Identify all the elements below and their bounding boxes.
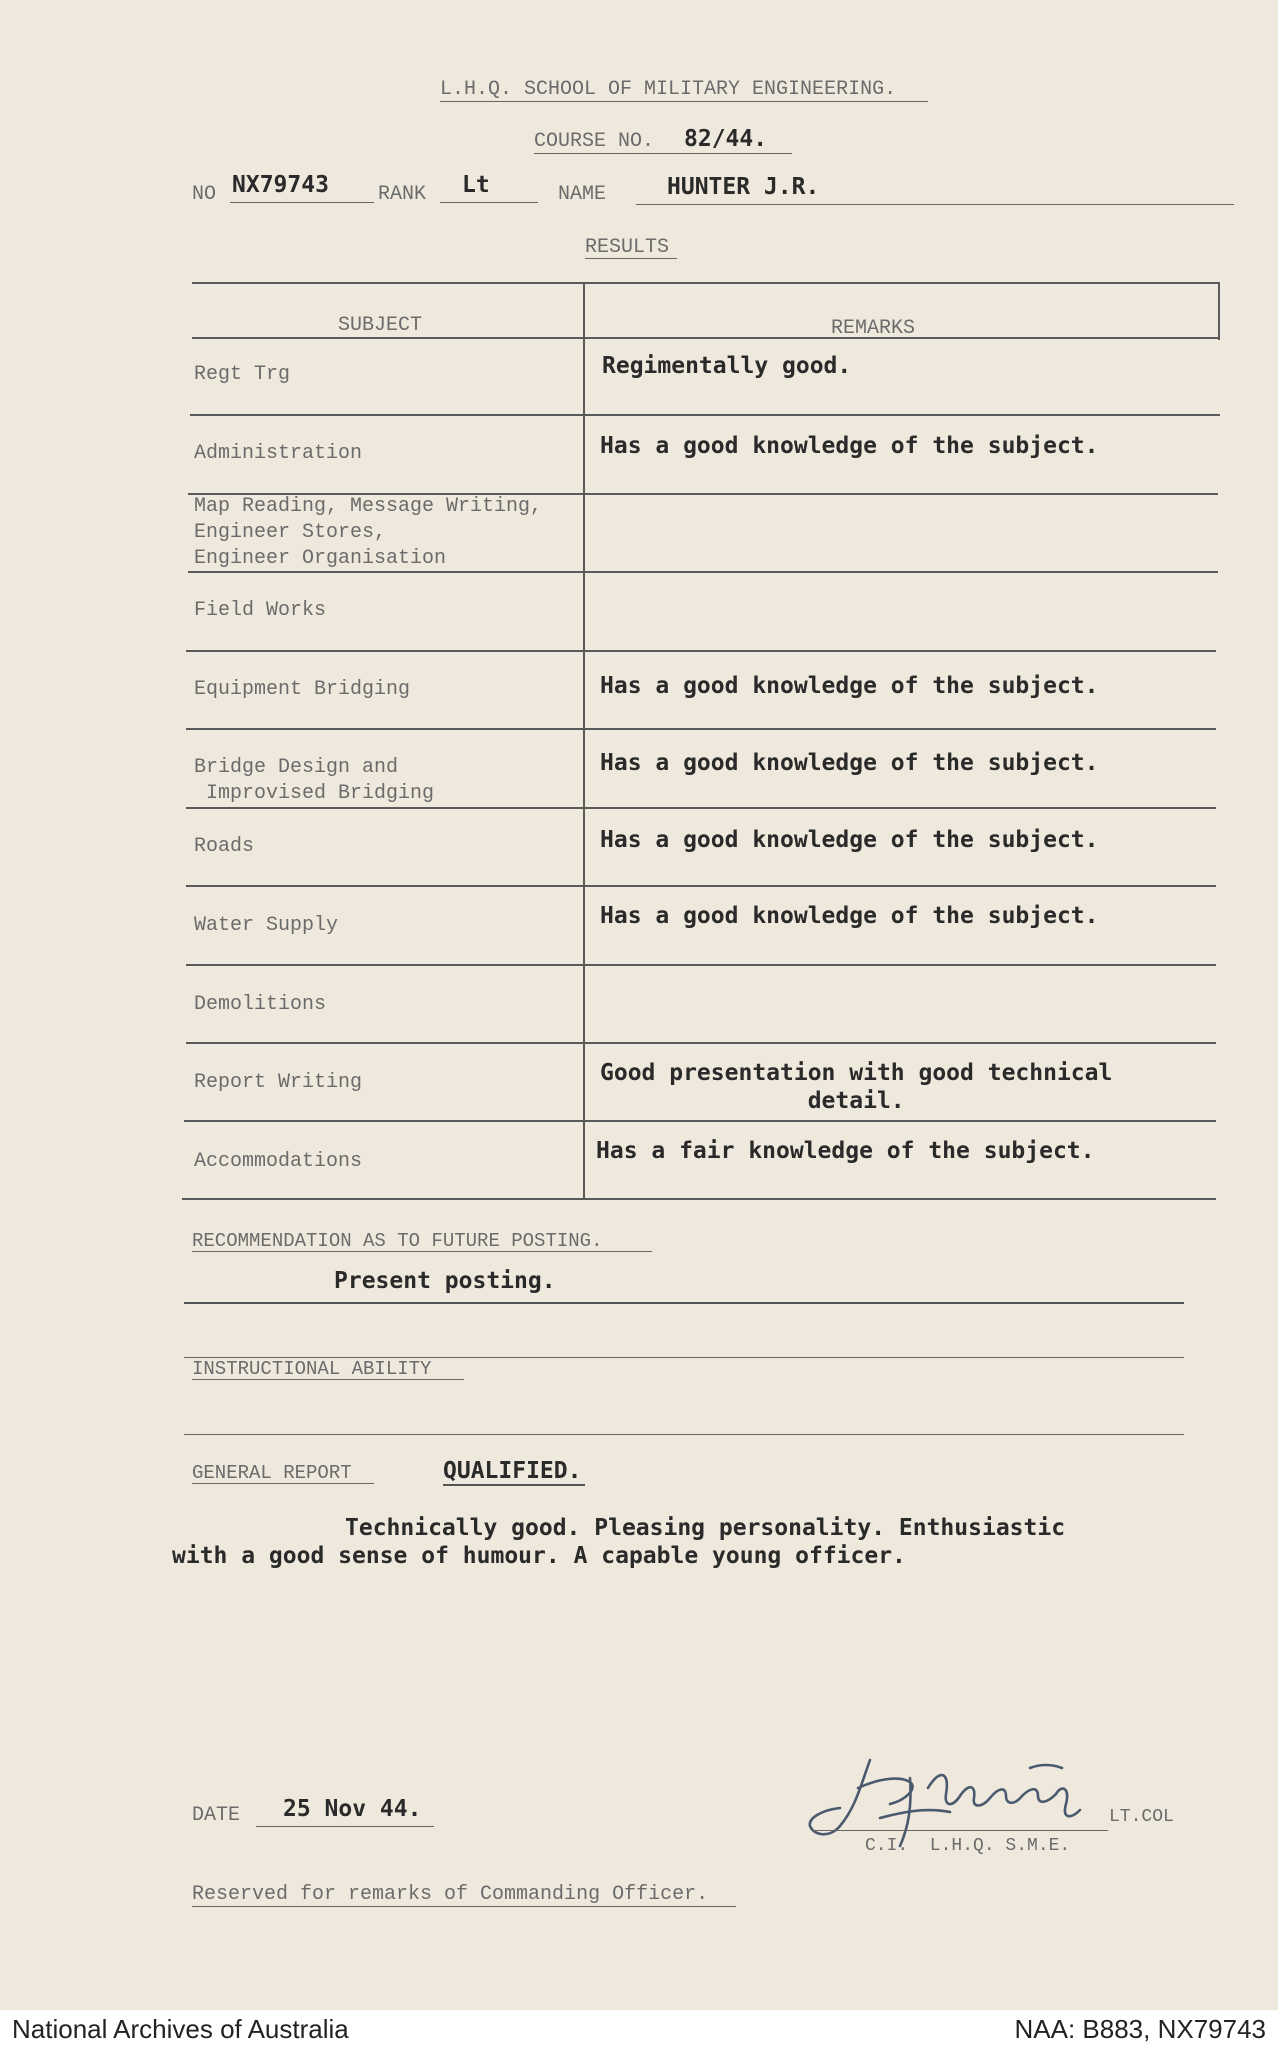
school-title-underline (440, 101, 928, 102)
table-column-divider (583, 282, 585, 1198)
table-row-remark: Good presentation with good technical detail. (600, 1060, 1113, 1114)
header-bottom-border (192, 337, 1220, 339)
table-row-remark: Has a good knowledge of the subject. (600, 827, 1099, 853)
table-row-subject: Demolitions (194, 993, 327, 1016)
instructional-ability-line (184, 1434, 1184, 1435)
table-row-remark: Has a good knowledge of the subject. (600, 673, 1099, 699)
recommendation-label: RECOMMENDATION AS TO FUTURE POSTING. (192, 1230, 603, 1252)
signature-line (812, 1830, 1108, 1831)
table-right-border (1218, 282, 1220, 340)
general-report-line-2: with a good sense of humour. A capable young officer. (172, 1543, 906, 1569)
table-row-remark: Has a good knowledge of the subject. (600, 433, 1099, 459)
service-number-label: NO (192, 183, 217, 206)
signature-rank: LT.COL (1109, 1807, 1174, 1827)
row-divider (188, 571, 1218, 573)
general-report-underline (192, 1483, 374, 1484)
rank-value: Lt (462, 172, 490, 198)
date-underline (256, 1826, 434, 1827)
general-report-label: GENERAL REPORT (192, 1462, 352, 1484)
table-row-subject: Report Writing (194, 1071, 363, 1094)
instructional-ability-label: INSTRUCTIONAL ABILITY (192, 1358, 432, 1380)
name-value: HUNTER J.R. (667, 174, 820, 200)
footer-archive-name: National Archives of Australia (12, 2014, 349, 2044)
school-title: L.H.Q. SCHOOL OF MILITARY ENGINEERING. (440, 78, 897, 101)
rank-label: RANK (378, 183, 427, 206)
table-row-subject: Map Reading, Message Writing, Engineer Stores, Engineer Organisation (194, 495, 543, 570)
row-divider (186, 728, 1216, 730)
instructional-ability-underline (192, 1379, 464, 1380)
recommendation-value: Present posting. (334, 1268, 556, 1294)
reserved-remarks-underline (192, 1906, 736, 1907)
table-row-remark: Regimentally good. (602, 353, 852, 379)
table-row-remark: Has a good knowledge of the subject. (600, 750, 1099, 776)
row-divider (186, 885, 1216, 887)
table-row-subject: Bridge Design and Improvised Bridging (194, 756, 435, 805)
recommendation-label-underline (192, 1251, 652, 1252)
table-row-subject: Regt Trg (194, 363, 291, 386)
subject-column-header: SUBJECT (338, 314, 423, 337)
name-label: NAME (558, 183, 607, 206)
table-row-subject: Accommodations (194, 1150, 363, 1173)
row-divider (186, 964, 1216, 966)
service-number: NX79743 (232, 172, 329, 198)
general-report-verdict: QUALIFIED. (443, 1458, 582, 1484)
table-row-subject: Administration (194, 442, 363, 465)
service-number-underline (230, 202, 374, 203)
general-report-line-1: Technically good. Pleasing personality. Enthusiastic (345, 1515, 1066, 1541)
table-top-border (192, 282, 1220, 284)
reserved-remarks-label: Reserved for remarks of Commanding Officer. (192, 1883, 709, 1906)
signature-title: C.I. L.H.Q. S.M.E. (865, 1836, 1071, 1856)
remarks-column-header: REMARKS (831, 317, 916, 340)
row-divider (186, 807, 1216, 809)
course-underline (534, 153, 792, 154)
date-value: 25 Nov 44. (283, 1796, 422, 1822)
table-row-remark: Has a fair knowledge of the subject. (596, 1138, 1095, 1164)
rank-underline (440, 202, 538, 203)
results-heading: RESULTS (585, 236, 670, 259)
course-label: COURSE NO. (534, 130, 655, 153)
row-divider (190, 414, 1220, 416)
table-row-subject: Equipment Bridging (194, 678, 411, 701)
verdict-underline (443, 1484, 585, 1486)
table-row-remark: Has a good knowledge of the subject. (600, 903, 1099, 929)
table-row-subject: Roads (194, 835, 255, 858)
archive-footer (0, 2010, 1278, 2047)
course-number: 82/44. (684, 126, 768, 152)
results-underline (585, 258, 677, 259)
row-divider (186, 650, 1216, 652)
footer-reference: NAA: B883, NX79743 (1014, 2014, 1266, 2044)
row-divider (186, 1042, 1216, 1044)
recommendation-line (184, 1302, 1184, 1304)
table-row-subject: Water Supply (194, 914, 339, 937)
name-underline (636, 204, 1234, 205)
row-divider (184, 1120, 1216, 1122)
table-row-subject: Field Works (194, 599, 327, 622)
date-label: DATE (192, 1804, 241, 1827)
table-bottom-border (182, 1198, 1216, 1200)
